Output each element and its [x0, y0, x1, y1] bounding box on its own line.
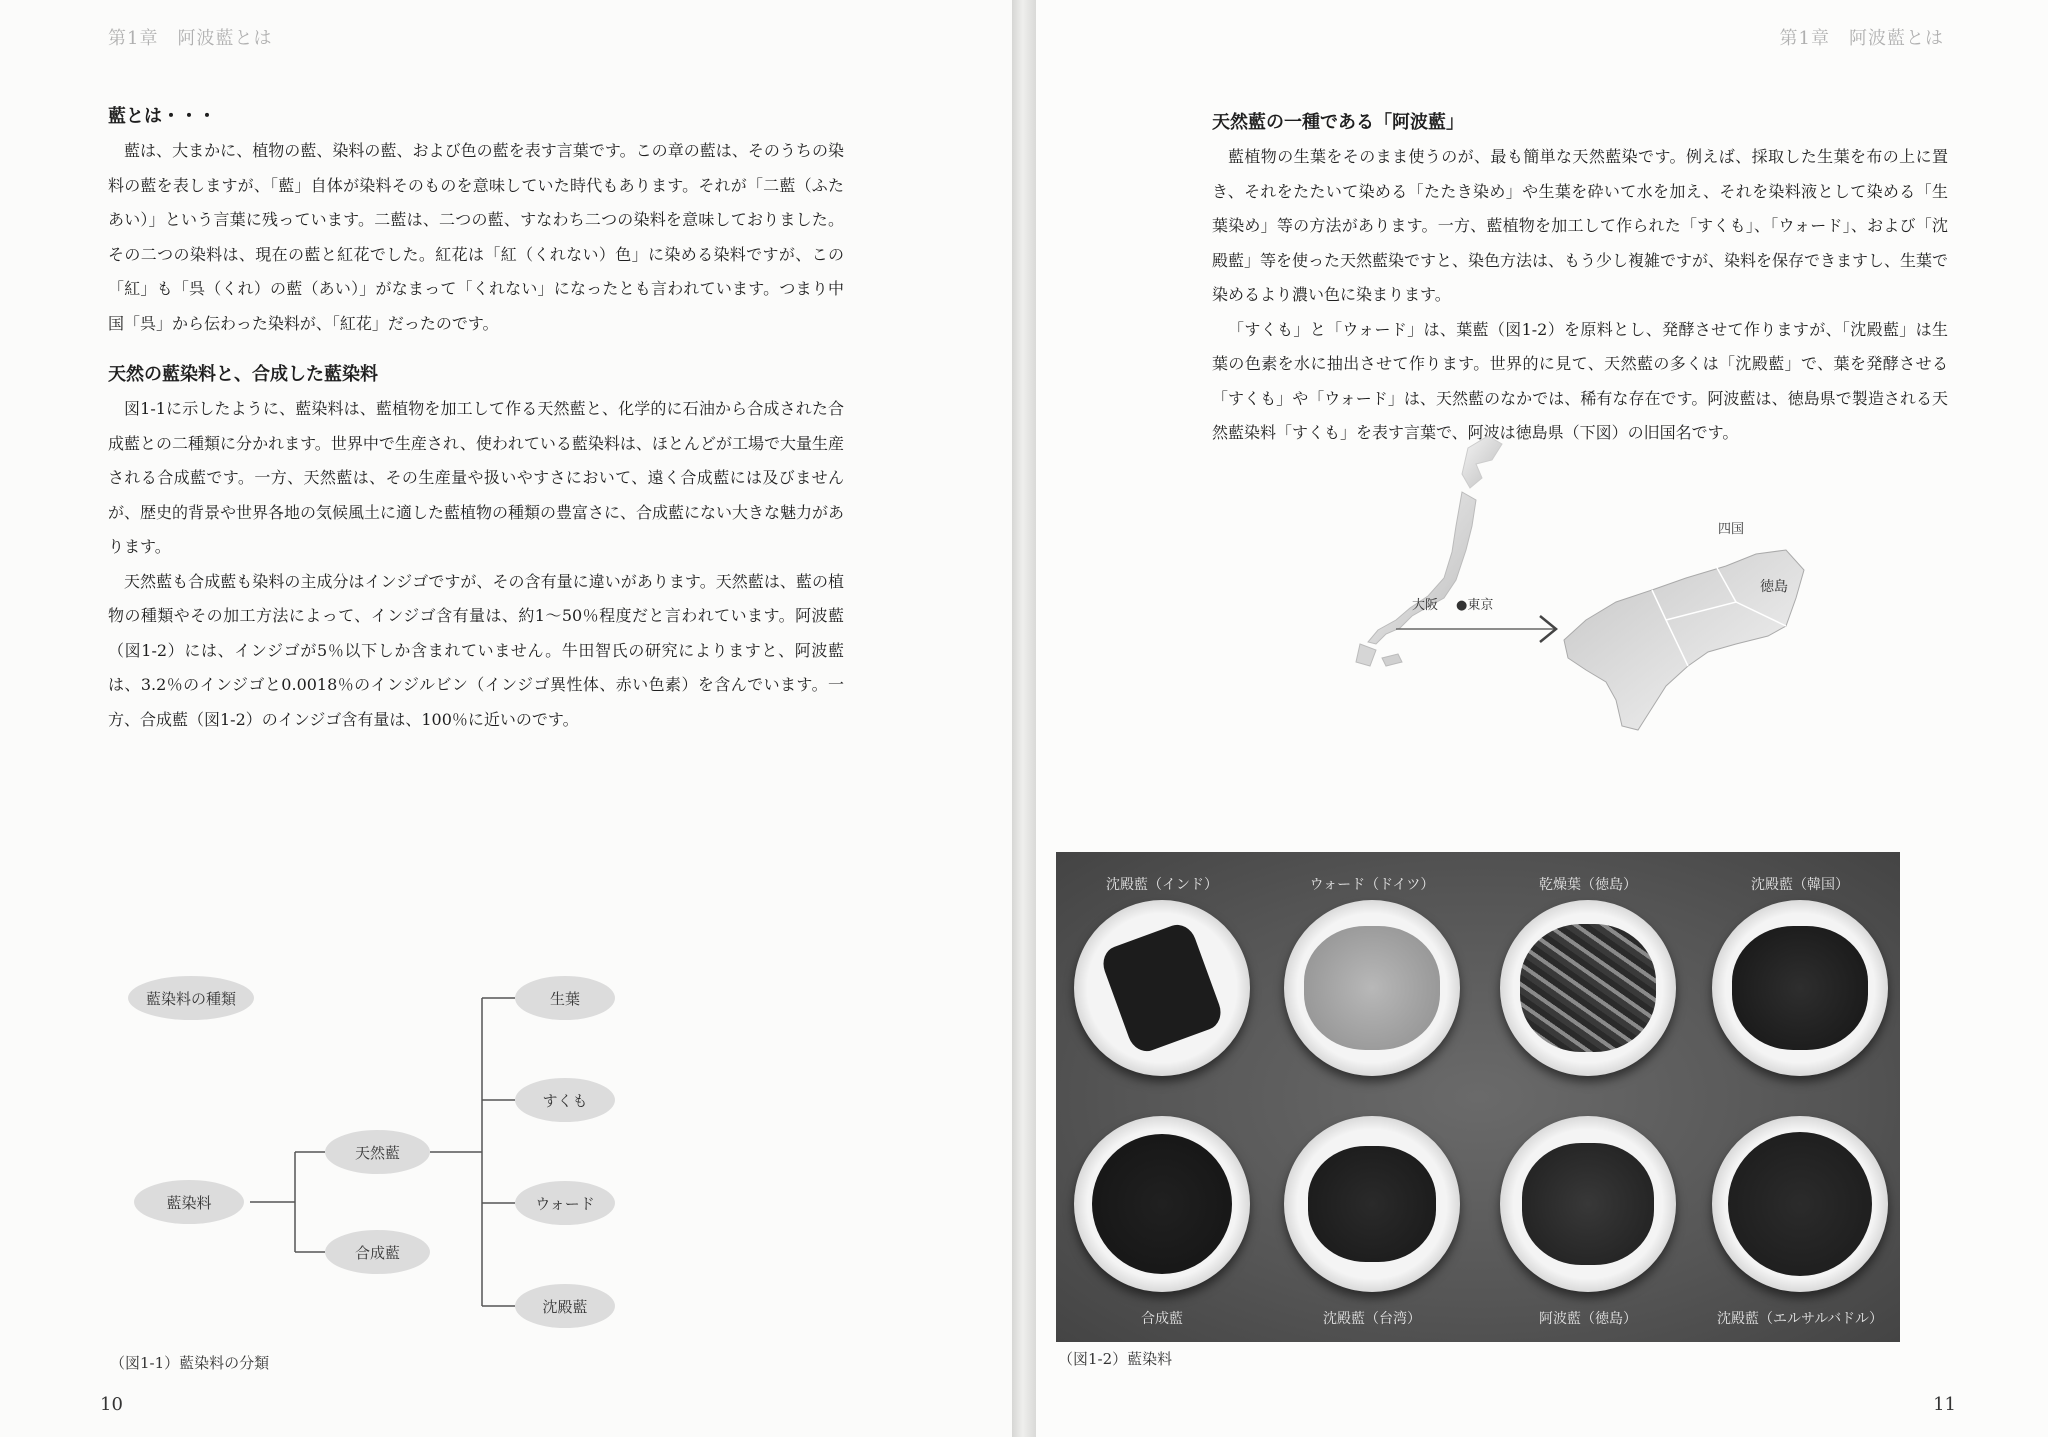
paragraph: 「すくも」と「ウォード」は、葉藍（図1-2）を原料とし、発酵させて作りますが、「沈殿藍」は生葉の色素を水に抽出させて作ります。世界的に見て、天然藍の多くは「沈殿藍」で、葉を発酵させる「すくも」や「ウォード」は、天然藍のなかでは、稀有な存在です。阿波藍は、徳島県で製造される天然藍染料「すくも」を表す言葉で、阿波は徳島県（下図）の旧国名です。 — [1212, 319, 1948, 442]
sample-bowl — [1712, 900, 1888, 1076]
right-page — [1036, 0, 2048, 1437]
sample-bowl — [1284, 1116, 1460, 1292]
map-label-tokyo: ●東京 — [1456, 598, 1494, 613]
page-number-left: 10 — [100, 1394, 123, 1415]
figure-caption: （図1-1）藍染料の分類 — [110, 1354, 270, 1372]
node-leaf: ウォード — [515, 1181, 615, 1225]
sample-bowl — [1500, 900, 1676, 1076]
photo-label: ウォード（ドイツ） — [1309, 877, 1435, 893]
paragraph: 藍は、大まかに、植物の藍、染料の藍、および色の藍を表す言葉です。この章の藍は、そのうちの染料の藍を表しますが、「藍」自体が染料そのものを意味していた時代もあります。それが「二藍（ふたあい）」という言葉に残っています。二藍は、二つの藍、すなわち二つの染料を意味しておりました。その二つの染料は、現在の藍と紅花でした。紅花は「紅（くれない）色」に染める染料ですが、この「紅」も「呉（くれ）の藍（あい）」がなまって「くれない」になったとも言われています。つまり中国「呉」から伝わった染料が、「紅花」だったのです。 — [108, 141, 844, 333]
page-number-right: 11 — [1933, 1394, 1956, 1415]
section-natural-vs-synthetic — [108, 360, 844, 737]
photo-label: 合成藍 — [1141, 1311, 1183, 1327]
indigo-samples-photo — [1056, 852, 1900, 1342]
photo-label: 沈殿藍（エルサルバドル） — [1716, 1311, 1884, 1327]
section-awa-ai — [1212, 108, 1948, 451]
map-graphic — [1316, 430, 1836, 770]
photo-label: 沈殿藍（台湾） — [1323, 1311, 1421, 1327]
node-root: 藍染料 — [134, 1180, 244, 1224]
section-what-is-ai — [108, 102, 844, 341]
map-label-osaka: 大阪 — [1412, 598, 1439, 613]
sample-bowl — [1500, 1116, 1676, 1292]
photo-label: 阿波藍（徳島） — [1539, 1311, 1637, 1327]
node-natural: 天然藍 — [325, 1130, 430, 1174]
paragraph: 図1-1に示したように、藍染料は、藍植物を加工して作る天然藍と、化学的に石油から合成された合成藍との二種類に分かれます。世界中で生産され、使われている藍染料は、ほとんどが工場で大量生産される合成藍です。一方、天然藍は、その生産量や扱いやすさにおいて、遠く合成藍には及びませんが、歴史的背景や世界各地の気候風土に適した藍植物の種類の豊富さに、合成藍にない大きな魅力があります。 — [108, 399, 845, 556]
section-heading: 天然藍の一種である「阿波藍」 — [1212, 112, 1464, 133]
node-synthetic: 合成藍 — [325, 1230, 430, 1274]
classification-diagram — [120, 960, 640, 1340]
photo-label: 沈殿藍（韓国） — [1751, 877, 1849, 893]
sample-bowl — [1074, 1116, 1250, 1292]
sample-bowl — [1074, 900, 1250, 1076]
book-gutter — [1012, 0, 1036, 1437]
figure-caption: （図1-2）藍染料 — [1058, 1350, 1173, 1368]
map-label-tokushima: 徳島 — [1760, 579, 1788, 595]
photo-label: 沈殿藍（インド） — [1106, 877, 1218, 893]
left-page — [0, 0, 1012, 1437]
node-leaf: すくも — [515, 1078, 615, 1122]
photo-label: 乾燥葉（徳島） — [1539, 877, 1637, 893]
node-leaf: 生葉 — [515, 976, 615, 1020]
running-head-right: 第1章 阿波藍とは — [1779, 28, 1944, 49]
japan-shikoku-map — [1316, 430, 1836, 770]
node-leaf: 沈殿藍 — [515, 1284, 615, 1328]
paragraph: 藍植物の生葉をそのまま使うのが、最も簡単な天然藍染です。例えば、採取した生葉を布の上に置き、それをたたいて染める「たたき染め」や生葉を砕いて水を加え、それを染料液として染める「生葉染め」等の方法があります。一方、藍植物を加工して作られた「すくも」、「ウォード」、および「沈殿藍」等を使った天然藍染ですと、染色方法は、もう少し複雑ですが、染料を保存できますし、生葉で染めるより濃い色に染まります。 — [1212, 147, 1949, 304]
section-heading: 天然の藍染料と、合成した藍染料 — [108, 364, 378, 385]
paragraph: 天然藍も合成藍も染料の主成分はインジゴですが、その含有量に違いがあります。天然藍は、藍の植物の種類やその加工方法によって、インジゴ含有量は、約1～50％程度だと言われています。阿波藍（図1-2）には、インジゴが5％以下しか含まれていません。牛田智氏の研究によりますと、阿波藍は、3.2％のインジゴと0.0018％のインジルビン（インジゴ異性体、赤い色素）を含んでいます。一方、合成藍（図1-2）のインジゴ含有量は、100％に近いのです。 — [108, 571, 844, 729]
sample-bowl — [1284, 900, 1460, 1076]
section-heading: 藍とは・・・ — [108, 106, 216, 127]
running-head-left: 第1章 阿波藍とは — [108, 28, 273, 49]
sample-bowl — [1712, 1116, 1888, 1292]
map-label-shikoku: 四国 — [1718, 522, 1745, 537]
node-types-label: 藍染料の種類 — [128, 976, 254, 1020]
